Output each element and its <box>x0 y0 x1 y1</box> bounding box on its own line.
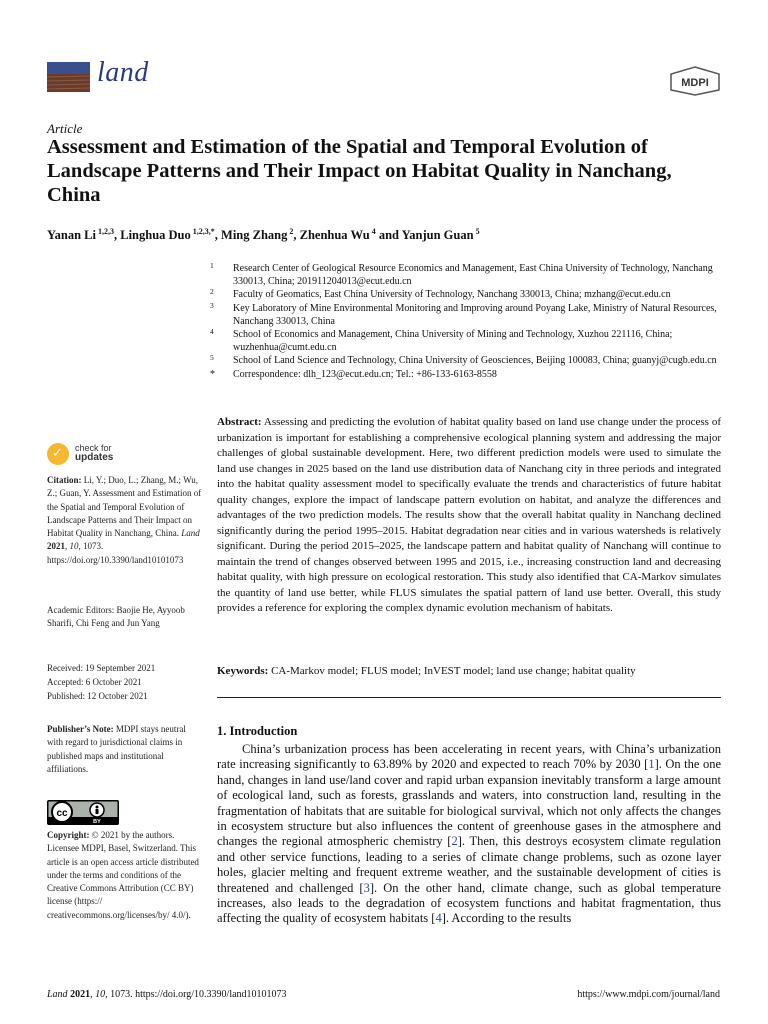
section-heading: 1. Introduction <box>217 724 298 738</box>
reference-link[interactable]: 4 <box>435 911 442 926</box>
svg-text:cc: cc <box>56 808 68 819</box>
author-name[interactable]: Yanjun Guan <box>401 228 474 243</box>
abstract-label: Abstract: <box>217 416 262 428</box>
affiliation-text: School of Economics and Management, China University of Mining and Technology, Xuzhou 221116, China; wuzhenhua@cumt.edu.cn <box>233 329 673 354</box>
updates-label: updates <box>75 452 114 463</box>
license-badge-label: BY <box>93 819 101 825</box>
keywords-text: CA-Markov model; FLUS model; InVEST model; land use change; habitat quality <box>271 665 636 677</box>
affiliation-item <box>210 354 725 367</box>
copyright-label: Copyright: <box>47 830 90 840</box>
citation-text: Li, Y.; Duo, L.; Zhang, M.; Wu, Z.; Guan, Y. Assessment and Estimation of the Spatial and Temporal Evolution of Landscape Patterns and Their Impact on Habitat Quality in Nanchang, China. <box>47 475 202 539</box>
author-affiliation-marker: 4 <box>369 227 376 236</box>
paper-title: Assessment and Estimation of the Spatial and Temporal Evolution of Landscape Patterns and Their Impact on Habitat Quality in Nanchang, China <box>47 136 672 206</box>
author-affiliation-marker: 5 <box>473 227 480 236</box>
academic-editors: Academic Editors: Baojie He, Ayyoob Sharifi, Chi Feng and Jun Yang <box>47 605 185 629</box>
reference-link[interactable]: 3 <box>363 880 370 895</box>
checkmark-icon: ✓ <box>52 446 63 461</box>
citation-block: Citation: Li, Y.; Duo, L.; Zhang, M.; Wu, Z.; Guan, Y. Assessment and Estimation of the Spatial and Temporal Evolution of Landscape Patterns and Their Impact on Habitat Quality in Nanchang, China. Land 2021, 10, 1073. https://doi.org/10.3390/land10101073 <box>47 475 202 565</box>
footer-journal: Land <box>47 989 68 1000</box>
article-type: Article <box>47 121 83 136</box>
reference-link[interactable]: 1 <box>648 757 655 772</box>
author-affiliation-marker: 1,2,3,* <box>190 227 215 236</box>
affiliation-item <box>210 368 725 381</box>
affiliation-number: 3 <box>210 300 214 310</box>
citation-doi[interactable]: , 1073. https://doi.org/10.3390/land10101073 <box>47 541 184 565</box>
affiliation-item <box>210 302 725 328</box>
affiliation-number: 1 <box>210 261 214 270</box>
keywords-label: Keywords: <box>217 665 269 677</box>
author-list <box>47 227 727 243</box>
citation-volume: 10 <box>69 541 79 552</box>
intro-text: ]. Then, this destroys ecosystem climate regulation and other service functions, leading to a series of climate change problems, such as ozone layer holes, glacier melting and frequent extreme weather, and the sustainable development of cities is threatened and challenged [ <box>217 834 721 895</box>
reference-link[interactable]: 2 <box>451 834 458 849</box>
author-separator: , <box>113 228 121 243</box>
abstract <box>217 415 721 617</box>
footer-citation: Land 2021, 10, 1073. https://doi.org/10.3390/land10101073 <box>47 989 287 1000</box>
received-date: Received: 19 September 2021 <box>47 663 156 673</box>
affiliation-item <box>210 328 725 354</box>
author-name[interactable]: Linghua Duo <box>120 228 191 243</box>
affiliation-number: 2 <box>210 287 214 297</box>
check-for-label: check for <box>75 443 112 453</box>
affiliation-text: Research Center of Geological Resource Economics and Management, East China University of Technology, Nanchang 330013, China; 201911204013@ecut.edu.cn <box>233 263 713 288</box>
copyright-text: © 2021 by the authors. Licensee MDPI, Basel, Switzerland. This article is an open access article distributed under the terms and conditions of the Creative Commons Attribution (CC BY) license (https:// creativecommons.org/licenses/by/ 4.0/). <box>47 830 199 920</box>
affiliation-number: 5 <box>210 353 214 363</box>
section-divider <box>217 697 721 698</box>
intro-text: ]. On the other hand, climate change, such as global temperature increases, also leads to the degradation of ecosystem functions and habitat fragmentation, thus affecting the quality of ecosystem habitats [ <box>217 880 721 926</box>
citation-label: Citation: <box>47 475 82 485</box>
author-name[interactable]: Ming Zhang <box>221 228 288 243</box>
affiliations <box>210 262 725 381</box>
journal-logo-icon <box>47 62 90 92</box>
author-separator: and <box>375 228 402 243</box>
accepted-date: Accepted: 6 October 2021 <box>47 677 142 687</box>
author-separator: , <box>214 228 222 243</box>
intro-text: ]. According to the results <box>441 911 572 926</box>
mdpi-logo-icon[interactable] <box>669 66 721 96</box>
footer-volume: 10 <box>95 989 106 1000</box>
intro-text: ]. On the one hand, changes in land use/land cover and rapid urban expansion inevitably transform a large amount of ecological land, such as forests, grasslands and waters, into construction land, resulting in the fragmentation of habitats that are suitable for biological survival, which not only affects the changes in ecosystem structure but also influences the content of greenhouse gases in the atmosphere and changes the regional atmospheric chemistry [ <box>217 757 721 849</box>
affiliation-number: 4 <box>210 327 214 337</box>
publisher-note-text: MDPI stays neutral with regard to jurisdictional claims in published maps and institutional affiliations. <box>47 724 186 774</box>
check-for-updates-button[interactable] <box>47 443 167 469</box>
affiliation-number: * <box>210 368 215 380</box>
author-name[interactable]: Yanan Li <box>47 228 96 243</box>
footer-year: 2021 <box>70 989 91 1000</box>
affiliation-item <box>210 262 725 288</box>
intro-text: China’s urbanization process has been accelerating in recent years, with China’s urbanization rate increasing significantly to 63.89% by 2020 and expected to reach 70% by 2030 [ <box>217 742 721 772</box>
mdpi-label: MDPI <box>681 77 709 89</box>
author-separator: , <box>293 228 300 243</box>
citation-year: 2021 <box>47 541 65 552</box>
citation-journal: Land <box>181 528 200 539</box>
footer-url[interactable]: https://www.mdpi.com/journal/land <box>577 989 720 1000</box>
author-affiliation-marker: 1,2,3 <box>95 227 114 236</box>
intro-paragraph <box>217 742 721 927</box>
journal-name[interactable]: land <box>97 57 149 88</box>
abstract-text: Assessing and predicting the evolution of habitat quality based on land use change under the process of urbanization is important for establishing a comprehensive ecological planning system and addressing the major challenges of global sustainable development. Here, two different prediction models were used to simulate the land use changes in 2025 based on the land use distribution data of Nanchang city in three periods and integrated into the habitat quality assessment model to specifically evaluate the trends and characteristics of future habitat quality changes, explore the impact of landscape pattern evolution on habitat, and analyze the differences and advantages of the two prediction models. The results show that the overall habitat quality in Nanchang declined significantly during the period 1995–2015. Habitat degradation near cities and in various watersheds is relatively significant. During the period 2015–2025, the landscape pattern and habitat quality of Nanchang will continue to maintain the trend of changes observed between 1995 and 2015, i.e., increasing construction land and decreasing habitat quality, with high pressure on ecological restoration. This study also identified that CA-Markov simulates the quantity of land use better, while FLUS simulates the spatial pattern of land use better. Overall, this study provides a reference for exploring the complex dynamic evolution mechanism of habitats. <box>217 416 721 614</box>
published-date: Published: 12 October 2021 <box>47 691 148 701</box>
affiliation-text: Faculty of Geomatics, East China University of Technology, Nanchang 330013, China; mzhang@ecut.edu.cn <box>233 289 671 301</box>
affiliation-text: Key Laboratory of Mine Environmental Monitoring and Improving around Poyang Lake, Ministry of Natural Resources, Nanchang 330013, China <box>233 302 717 327</box>
author-affiliation-marker: 2 <box>287 227 294 236</box>
copyright-block <box>47 829 202 922</box>
publisher-note-label: Publisher’s Note: <box>47 724 114 734</box>
author-name[interactable]: Zhenhua Wu <box>299 228 370 243</box>
publisher-note <box>47 723 202 776</box>
affiliation-text: Correspondence: dlh_123@ecut.edu.cn; Tel.: +86-133-6163-8558 <box>233 368 497 380</box>
cc-by-license-icon[interactable] <box>47 800 119 825</box>
affiliation-item <box>210 288 725 301</box>
affiliation-text: School of Land Science and Technology, China University of Geosciences, Beijing 100083, China; guanyj@cugb.edu.cn <box>233 355 717 367</box>
footer-doi[interactable]: , 1073. https://doi.org/10.3390/land10101073 <box>105 989 287 1000</box>
keywords <box>217 664 721 680</box>
